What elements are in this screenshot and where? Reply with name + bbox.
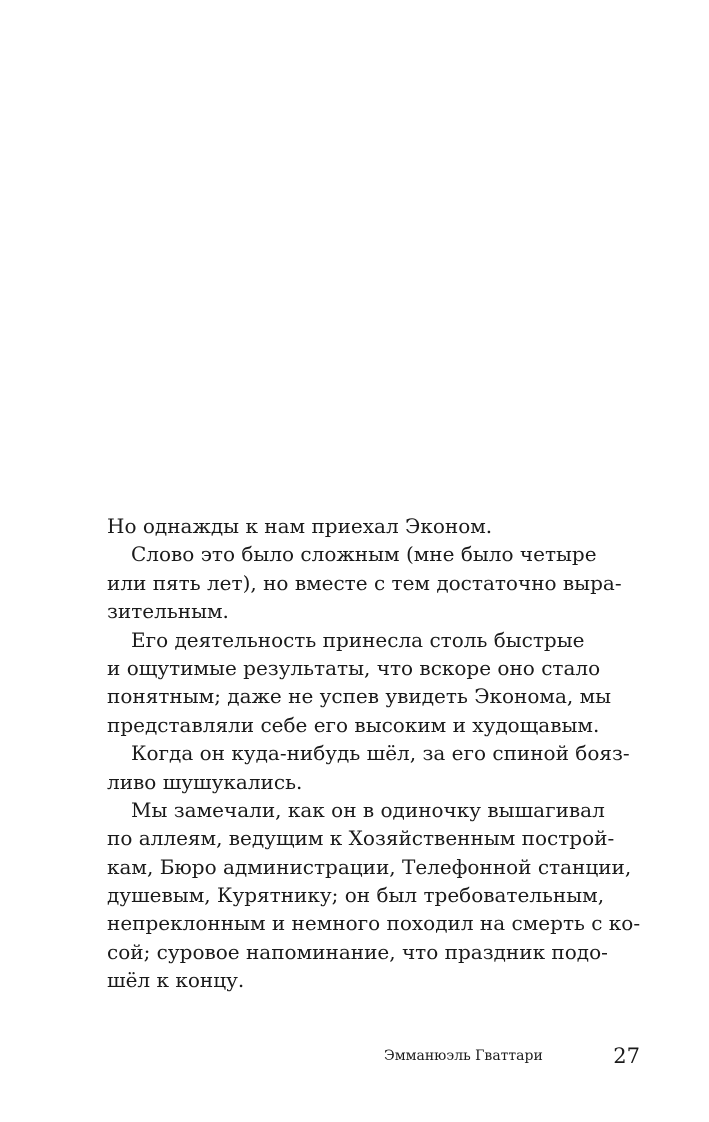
text-line: Но однажды к нам приехал Эконом. xyxy=(107,514,493,538)
text-line: ливо шушукались. xyxy=(107,769,303,794)
paragraph-3 xyxy=(107,626,612,740)
paragraph-4 xyxy=(107,739,630,796)
text-line: или пять лет), но вместе с тем достаточно выра- xyxy=(107,570,622,595)
running-footer xyxy=(360,1044,640,1076)
text-line: сой; суровое напоминание, что праздник подо- xyxy=(107,939,608,964)
text-line: непреклонным и немного походил на смерть с ко- xyxy=(107,911,641,936)
text-line: понятным; даже не успев увидеть Эконома, мы xyxy=(107,684,612,709)
text-line: и ощутимые результаты, что вскоре оно стало xyxy=(107,655,601,680)
paragraph-5 xyxy=(107,796,641,995)
text-line: Слово это было сложным (мне было четыре xyxy=(131,542,597,567)
text-line: кам, Бюро администрации, Телефонной станции, xyxy=(107,854,632,879)
text-line: зительным. xyxy=(107,599,229,624)
text-line: Когда он куда-нибудь шёл, за его спиной бояз- xyxy=(131,741,630,766)
paragraph-1 xyxy=(107,512,580,540)
paragraph-2 xyxy=(107,540,622,625)
text-line: по аллеям, ведущим к Хозяйственным построй- xyxy=(107,826,615,851)
text-line: представляли себе его высоким и худощавым. xyxy=(107,712,600,737)
author-name: Эмманюэль Гваттари xyxy=(384,1048,543,1064)
text-line: Мы замечали, как он в одиночку вышагивал xyxy=(131,797,605,822)
body-text xyxy=(107,512,641,995)
page-number: 27 xyxy=(613,1044,640,1068)
text-line: душевым, Курятнику; он был требовательным, xyxy=(107,883,605,908)
text-line: Его деятельность принесла столь быстрые xyxy=(131,627,585,652)
text-line: шёл к концу. xyxy=(107,968,245,993)
